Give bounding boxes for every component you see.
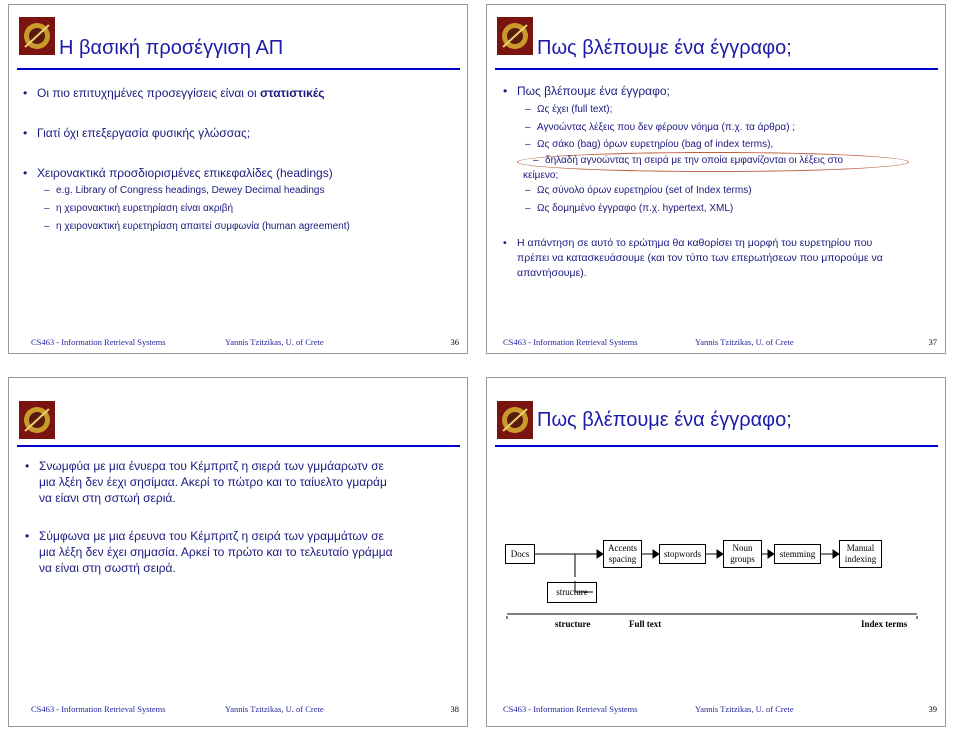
university-logo-icon	[497, 17, 533, 55]
correct-paragraph	[39, 528, 393, 576]
sub-item: – e.g. Library of Congress headings, Dewey Decimal headings	[56, 185, 324, 196]
label-full-text: Full text	[629, 619, 662, 629]
slide-number: 39	[928, 704, 937, 714]
footer-course: CS463 - Information Retrieval Systems	[31, 704, 166, 714]
sub-item: – Ως σάκο (bag) όρων ευρετηρίου (bag of index terms),	[537, 139, 773, 150]
sub-item-continuation: κείμενο;	[523, 170, 559, 181]
footer-author: Yannis Tzitzikas, U. of Crete	[695, 337, 794, 347]
para-line: • Σνωμφύα με μια ένυερα του Κέμπριτζ η σιερά των γμμάαρωτν σε	[39, 459, 384, 473]
structure-box: structure	[547, 582, 597, 603]
slide-title: Πως βλέπουμε ένα έγγραφο;	[537, 409, 792, 431]
docs-box: Docs	[505, 544, 535, 564]
footer-course: CS463 - Information Retrieval Systems	[503, 704, 638, 714]
accents-spacing-box: Accents spacing	[603, 540, 642, 568]
university-logo-icon	[19, 401, 55, 439]
bullet-text: Οι πιο επιτυχημένες προσεγγίσεις είναι οι	[37, 86, 260, 100]
para-line: μια λξέη δεν έεχι σησίμαα. Ακερί το πώτρο και το ταίυελτο γμαράμ	[39, 475, 387, 489]
university-logo-icon	[19, 17, 55, 55]
slide-37	[486, 4, 946, 354]
slide-39	[486, 377, 946, 727]
answer-line: πρέπει να κατασκευάσουμε (και τον τύπο των επερωτήσεων που μπορούμε να	[517, 252, 883, 264]
para-line: να είανι στη σστωή σεριά.	[39, 491, 176, 505]
stopwords-box: stopwords	[659, 544, 706, 564]
sub-item: – Ως σύνολο όρων ευρετηρίου (set of Index terms)	[537, 185, 752, 196]
pipeline-connectors	[487, 378, 947, 678]
stemming-box: stemming	[774, 544, 821, 564]
sub-item: – η χειρονακτική ευρετηρίαση είναι ακριβή	[56, 203, 233, 214]
slide-title: Πως βλέπουμε ένα έγγραφο;	[537, 37, 792, 59]
bullet-nlp: • Γιατί όχι επεξεργασία φυσικής γλώσσας;	[37, 126, 250, 140]
footer-course: CS463 - Information Retrieval Systems	[503, 337, 638, 347]
title-rule	[17, 68, 460, 70]
bullet-statistical	[37, 86, 325, 100]
slide-number: 37	[928, 337, 937, 347]
answer-line: απαντήσουμε).	[517, 267, 587, 279]
sub-item: – Ως δομημένο έγγραφο (π.χ. hypertext, XML)	[537, 203, 733, 214]
footer-author: Yannis Tzitzikas, U. of Crete	[225, 704, 324, 714]
scrambled-paragraph	[39, 458, 387, 506]
bullet-bold-text: στατιστικές	[259, 86, 325, 100]
slide-title: Η βασική προσέγγιση ΑΠ	[59, 37, 284, 59]
sub-item-continuation: – δηλαδή αγνοώντας τη σειρά με την οποία εμφανίζονται οι λέξεις στο	[545, 155, 843, 166]
footer-author: Yannis Tzitzikas, U. of Crete	[225, 337, 324, 347]
slide-number: 38	[450, 704, 459, 714]
label-structure: structure	[555, 619, 591, 629]
label-index-terms: Index terms	[861, 619, 908, 629]
para-line: να είναι στη σωστή σειρά.	[39, 561, 176, 575]
answer-line: • Η απάντηση σε αυτό το ερώτημα θα καθορίσει τη μορφή του ευρετηρίου που	[517, 237, 873, 249]
slide-number: 36	[450, 337, 459, 347]
sub-item: – η χειρονακτική ευρετηρίαση απαιτεί συμφωνία (human agreement)	[56, 221, 350, 232]
bullet-manual-headings: • Χειρονακτικά προσδιορισμένες επικεφαλίδες (headings)	[37, 166, 333, 180]
manual-indexing-box: Manual indexing	[839, 540, 882, 568]
para-line: • Σύμφωνα με μια έρευνα του Κέμπριτζ η σειρά των γραμμάτων σε	[39, 529, 384, 543]
footer-author: Yannis Tzitzikas, U. of Crete	[695, 704, 794, 714]
para-line: μια λέξη δεν έχει σημασία. Αρκεί το πρώτο και το τελευταίο γράμμα	[39, 545, 393, 559]
slide-38	[8, 377, 468, 727]
bullet-answer	[517, 236, 883, 281]
footer-course: CS463 - Information Retrieval Systems	[31, 337, 166, 347]
sub-item: – Αγνοώντας λέξεις που δεν φέρουν νόημα (π.χ. τα άρθρα) ;	[537, 122, 795, 133]
slide-36	[8, 4, 468, 354]
sub-item: – Ως έχει (full text);	[537, 104, 612, 115]
noun-groups-box: Noun groups	[723, 540, 762, 568]
title-rule	[495, 68, 938, 70]
bullet-how-see-doc: • Πως βλέπουμε ένα έγγραφο;	[517, 84, 670, 98]
title-rule	[17, 445, 460, 447]
